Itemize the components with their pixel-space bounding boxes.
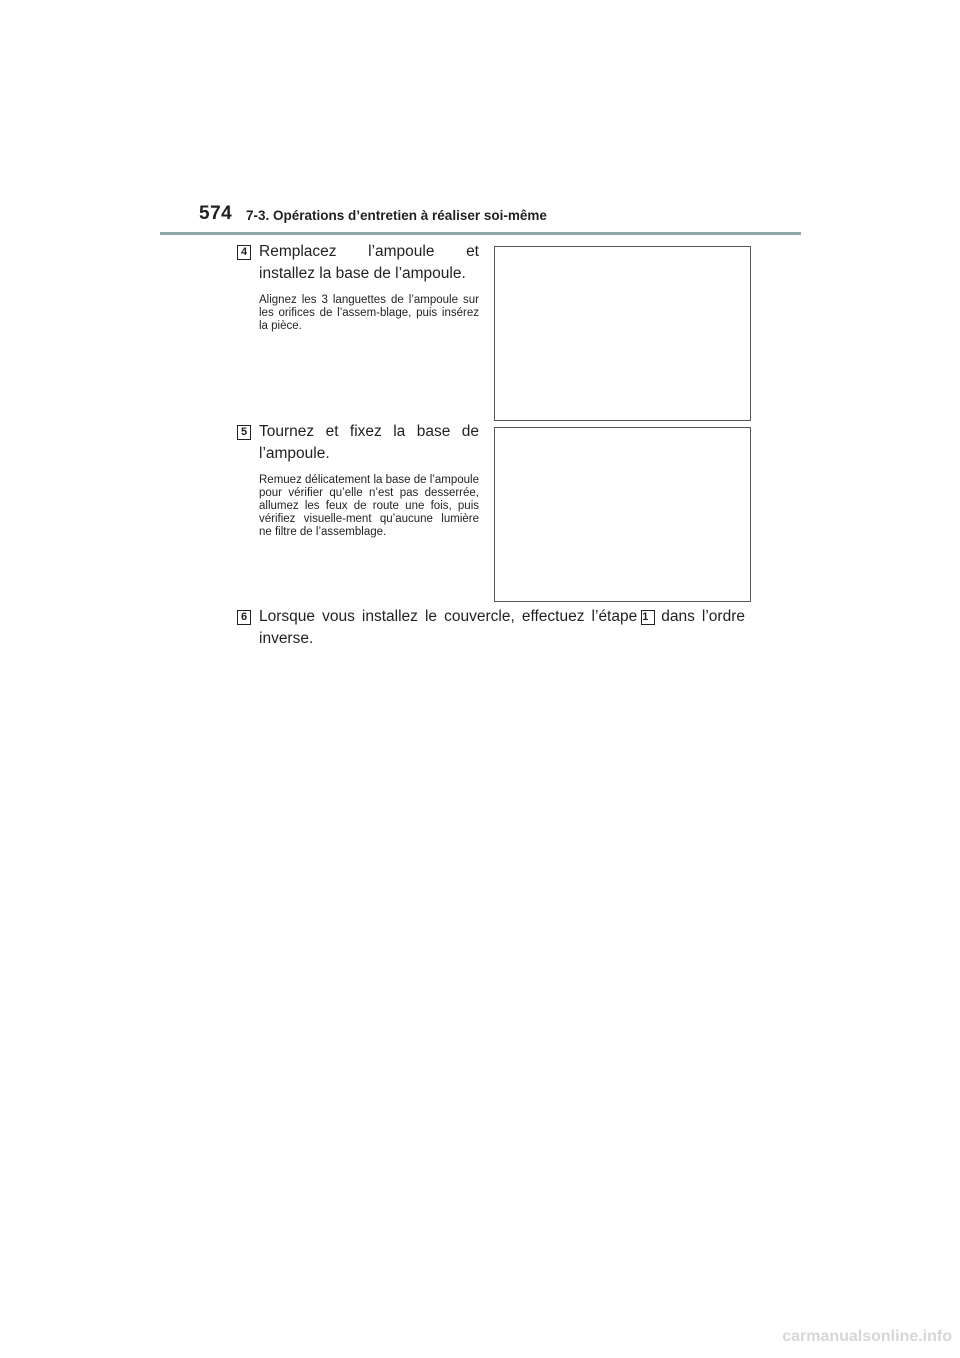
section-title: 7-3. Opérations d’entretien à réaliser soi-même — [246, 208, 547, 223]
step-instruction: Remplacez l’ampoule et installez la base de l’ampoule. — [259, 243, 479, 282]
step-number-badge: 4 — [237, 245, 251, 260]
step-number-badge: 6 — [237, 610, 251, 625]
step-instruction: Tournez et fixez la base de l’ampoule. — [259, 423, 479, 462]
step-reference-badge: 1 — [641, 610, 655, 625]
step-instruction — [259, 606, 745, 650]
footer-watermark: carmanualsonline.info — [782, 1328, 952, 1345]
page-number: 574 — [199, 203, 233, 224]
step-note: Alignez les 3 languettes de l’ampoule sur les orifices de l’assem-blage, puis insérez la pièce. — [259, 294, 479, 332]
step-note: Remuez délicatement la base de l’ampoule pour vérifier qu’elle n’est pas desserrée, allumez les feux de route une fois, puis vérifiez visuelle-ment qu’aucune lumière ne filtre de l’assemblage. — [259, 474, 479, 538]
step-number-badge: 5 — [237, 425, 251, 440]
step-text-before: Lorsque vous installez le couvercle, effectuez l’étape — [259, 608, 638, 625]
step-text-after: dans l’ordre inverse. — [259, 608, 745, 647]
step-illustration-frame — [494, 427, 751, 602]
step-illustration-frame — [494, 246, 751, 421]
header-divider — [160, 232, 801, 235]
